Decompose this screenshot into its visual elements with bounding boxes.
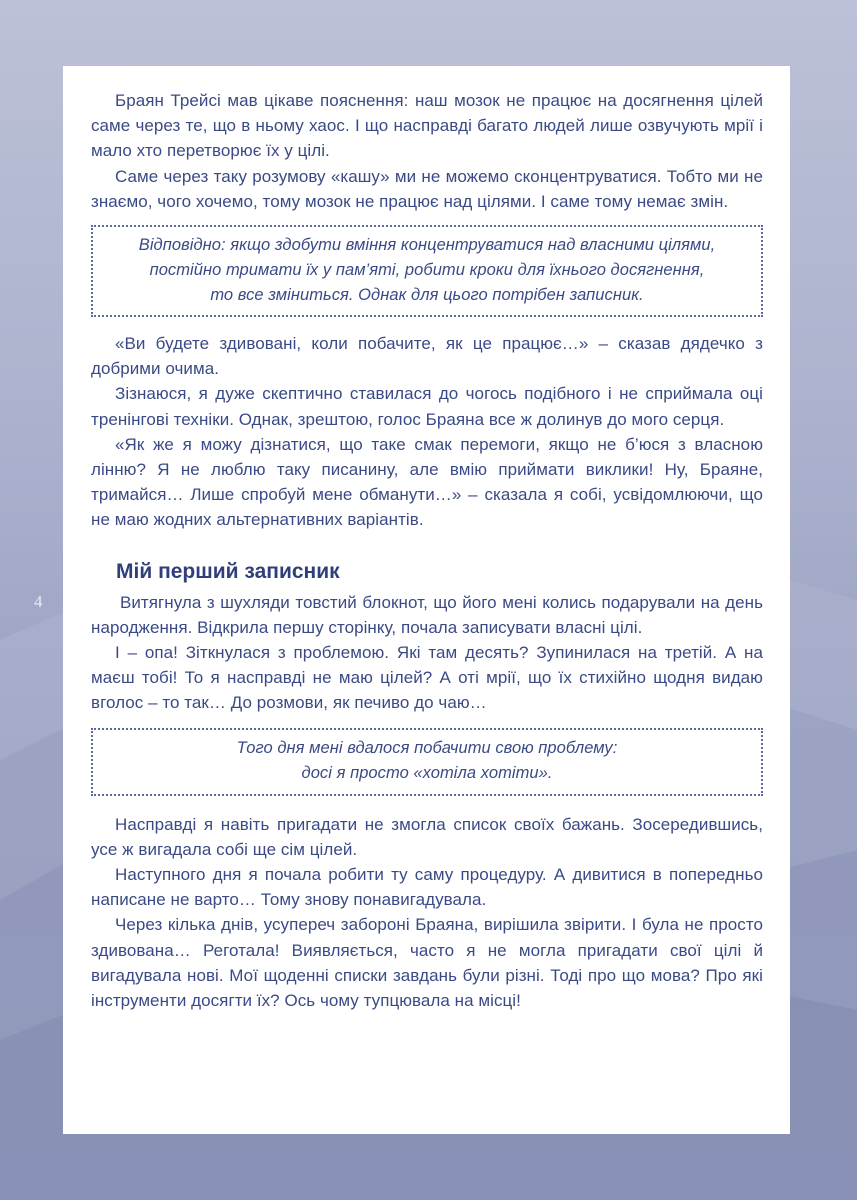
content-card [63,66,790,1134]
paragraph: Наступного дня я почала робити ту саму процедуру. А дивитися в попередньо написане не варто… Тому знову понавигадувала. [91,865,763,910]
highlight-quote-box [91,728,763,796]
paragraph: «Ви будете здивовані, коли побачите, як це працює…» – сказав дядечко з добрими очима. [91,334,763,379]
section-notebook [91,590,763,716]
paragraph: Браян Трейсі мав цікаве пояснення: наш мозок не працює на досягнення цілей саме через те, що в ньому хаос. І що насправді багато людей лише озвучують мрії і мало хто перетворює їх у цілі. [91,91,763,161]
quote-line: Відповідно: якщо здобути вміння концентруватися над власними цілями, [138,236,716,255]
quote-line: постійно тримати їх у пам’яті, робити кроки для їхнього досягнення, [149,261,705,280]
highlight-quote-box [91,225,763,317]
paragraph: Через кілька днів, усупереч забороні Браяна, вирішила звірити. І була не просто здивована… Реготала! Виявляється, часто я не могла пригадати свої цілі й вигадувала нові. Мої щоденні списки завдань були різні. Тоді про що мова? Про які інструменти досягти їх? Ось чому тупцювала на місці! [91,915,763,1011]
section-notebook-continued [91,812,763,1014]
quote-line: то все зміниться. Однак для цього потрібен записник. [210,286,644,305]
section-heading: Мій перший записник [116,559,340,583]
paragraph: І – опа! Зіткнулася з проблемою. Які там десять? Зупинилася на третій. А на маєш тобі! То я насправді не маю цілей? А оті мрії, що їх стихійно щодня видаю вголос – то так… До розмови, як печиво до чаю… [91,643,763,713]
section-intro [91,88,763,533]
quote-line: досі я просто «хотіла хотіти». [301,763,553,782]
paragraph: «Як же я можу дізнатися, що таке смак перемоги, якщо не б’юся з власною лінню? Я не люблю таку писанину, але вмію приймати виклики! Ну, Браяне, тримайся… Лише спробуй мене обманути…» – сказала я собі, усвідомлюючи, що не маю жодних альтернативних варіантів. [91,434,763,530]
paragraph: Саме через таку розумову «кашу» ми не можемо сконцентруватися. Тобто ми не знаємо, чого хочемо, тому мозок не працює над цілями. І саме тому немає змін. [91,166,763,211]
page-number: 4 [34,592,43,611]
paragraph: Насправді я навіть пригадати не змогла список своїх бажань. Зосередившись, усе ж вигадала собі ще сім цілей. [91,814,763,859]
paragraph: Зізнаюся, я дуже скептично ставилася до чогось подібного і не сприймала оці тренінгові техніки. Однак, зрештою, голос Браяна все ж долинув до мого серця. [91,384,763,429]
quote-line: Того дня мені вдалося побачити свою проблему: [236,738,618,757]
paragraph: Витягнула з шухляди товстий блокнот, що його мені колись подарували на день народження. Відкрила першу сторінку, почала записувати власні цілі. [91,592,763,637]
